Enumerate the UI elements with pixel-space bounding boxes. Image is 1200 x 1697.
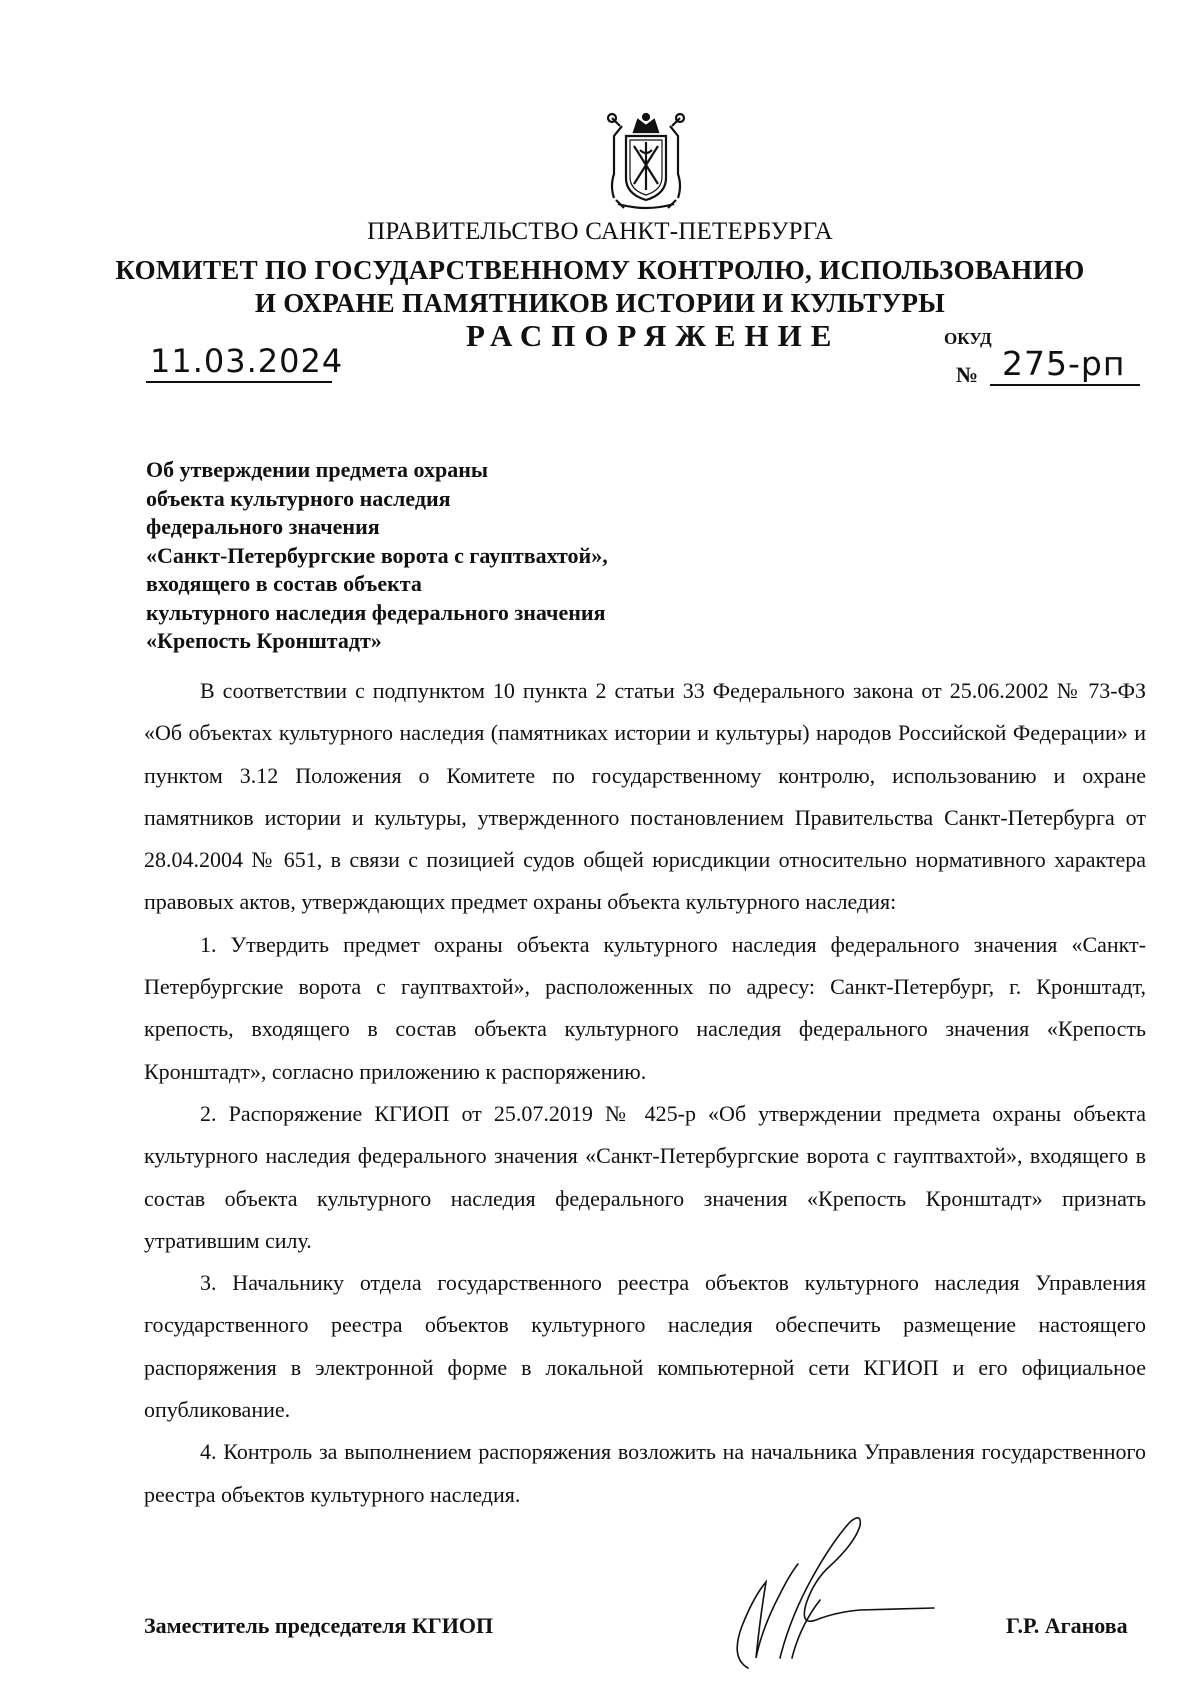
body-paragraph-item-1: 1. Утвердить предмет охраны объекта культурного наследия федерального значения «Санкт-Петербургские ворота с гауптвахтой», расположенных по адресу: Санкт-Петербург, г. Кронштадт, крепость, входящего в состав объекта культурного наследия федерального значения «Крепость Кронштадт», согласно приложению к распоряжению. xyxy=(144,931,1146,1084)
subject-line: культурного наследия федерального значения xyxy=(146,599,606,625)
document-number: 275-рп xyxy=(1002,344,1126,383)
document-date: 11.03.2024 xyxy=(150,342,344,380)
signer-name: Г.Р. Аганова xyxy=(1006,1613,1128,1638)
subject-line: «Санкт-Петербургские ворота с гауптвахтой», xyxy=(146,542,608,568)
signer-role: Заместитель председателя КГИОП xyxy=(144,1613,494,1638)
document-type: РАСПОРЯЖЕНИЕ xyxy=(466,318,841,353)
body-paragraph-item-4: 4. Контроль за выполнением распоряжения возложить на начальника Управления государственного реестра объектов культурного наследия. xyxy=(144,1439,1146,1507)
subject-line: входящего в состав объекта xyxy=(146,571,422,596)
spb-coat-of-arms-icon xyxy=(600,112,692,214)
subject-line: Об утверждении предмета охраны xyxy=(146,457,489,482)
number-underline xyxy=(990,384,1140,386)
okud-label: ОКУД xyxy=(944,329,992,348)
number-label: № xyxy=(956,362,979,387)
committee-title-line1: КОМИТЕТ ПО ГОСУДАРСТВЕННОМУ КОНТРОЛЮ, ИСПОЛЬЗОВАНИЮ xyxy=(115,255,1085,285)
subject-line: «Крепость Кронштадт» xyxy=(146,628,382,653)
subject-line: объекта культурного наследия xyxy=(146,485,451,511)
government-title: ПРАВИТЕЛЬСТВО САНКТ-ПЕТЕРБУРГА xyxy=(367,218,833,245)
committee-title-line2: И ОХРАНЕ ПАМЯТНИКОВ ИСТОРИИ И КУЛЬТУРЫ xyxy=(254,288,946,318)
subject-line: федерального значения xyxy=(146,514,380,539)
document-body xyxy=(144,670,1146,1516)
body-paragraph-preamble: В соответствии с подпунктом 10 пункта 2 статьи 33 Федерального закона от 25.06.2002 № 73-ФЗ «Об объектах культурного наследия (памятниках истории и культуры) народов Российской Федерации» и пунктом 3.12 Положения о Комитете по государственному контролю, использованию и охране памятников истории и культуры, утвержденного постановлением Правительства Санкт-Петербурга от 28.04.2004 № 651, в связи с позицией судов общей юрисдикции относительно нормативного характера правовых актов, утверждающих предмет охраны объекта культурного наследия: xyxy=(144,678,1146,915)
document-subject xyxy=(146,456,706,656)
date-underline xyxy=(146,381,332,383)
body-paragraph-item-2: 2. Распоряжение КГИОП от 25.07.2019 № 425-р «Об утверждении предмета охраны объекта культурного наследия федерального значения «Санкт-Петербургские ворота с гауптвахтой», входящего в состав объекта культурного наследия федерального значения «Крепость Кронштадт» признать утратившим силу. xyxy=(144,1100,1146,1253)
body-paragraph-item-3: 3. Начальнику отдела государственного реестра объектов культурного наследия Управления государственного реестра объектов культурного наследия обеспечить размещение настоящего распоряжения в электронной форме в локальной компьютерной сети КГИОП и его официальное опубликование. xyxy=(144,1270,1146,1423)
handwritten-signature xyxy=(720,1508,940,1678)
committee-title xyxy=(0,254,1200,320)
